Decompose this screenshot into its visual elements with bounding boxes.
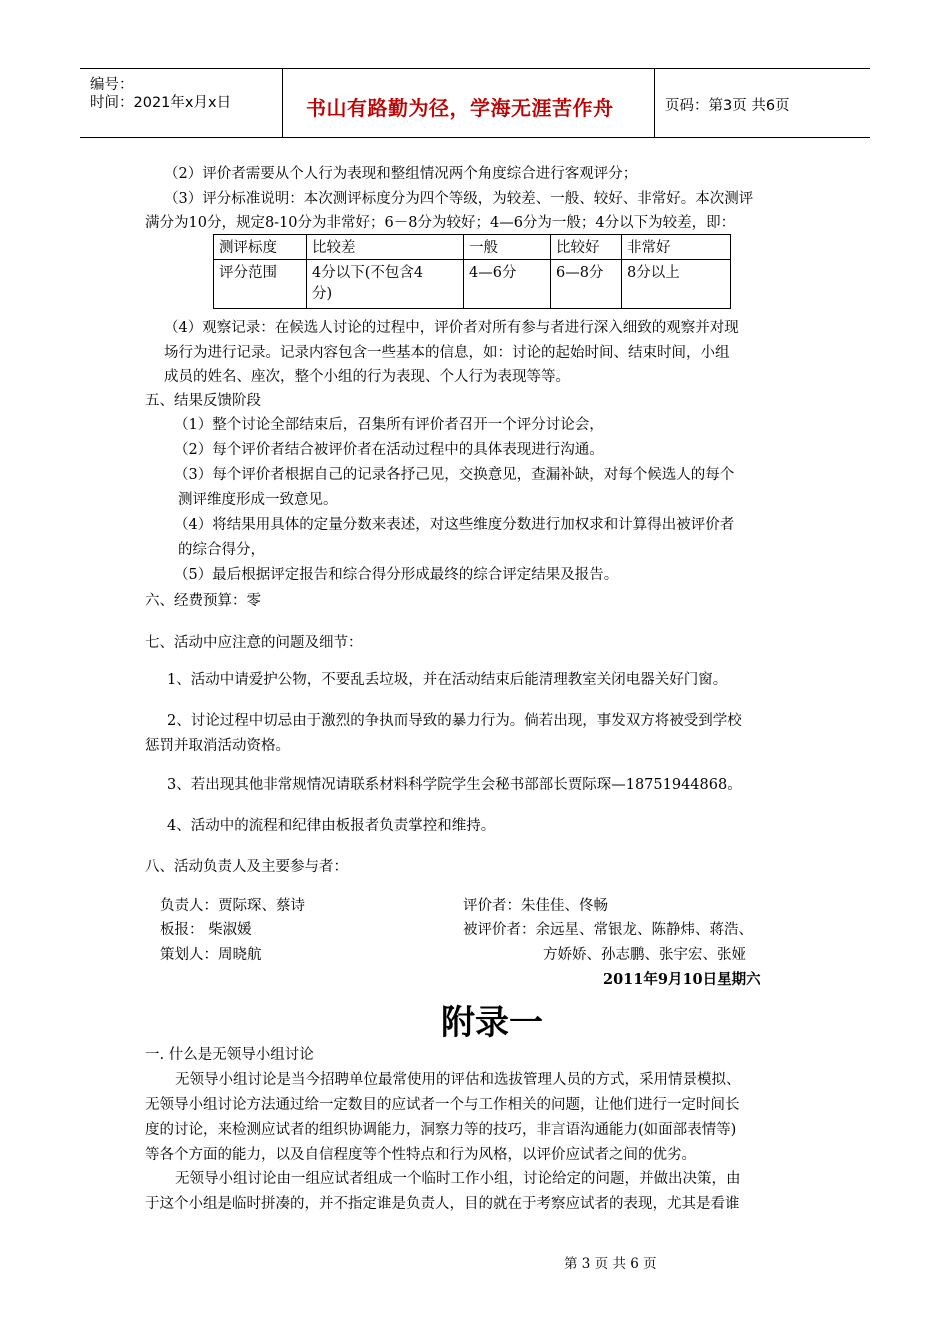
leader-text: 负责人：贾际琛、蔡诗	[160, 898, 305, 914]
table-cell	[307, 260, 464, 309]
evaluators-text: 评价者：朱佳佳、佟畅	[463, 898, 608, 914]
table-row	[214, 260, 731, 309]
paragraph: 度的讨论，来检测应试者的组织协调能力，洞察力等的技巧，非言语沟通能力(如面部表情等)	[145, 1122, 737, 1138]
table-header-cell: 比较差	[307, 235, 464, 260]
table-header-cell: 一般	[464, 235, 551, 260]
header-page-info: 页码：第3页 共6页	[665, 98, 790, 114]
paragraph: 3、若出现其他非常规情况请联系材料科学院学生会秘书部部长贾际琛—18751944868。	[167, 777, 742, 793]
paragraph: （2）每个评价者结合被评价者在活动过程中的具体表现进行沟通。	[174, 442, 604, 458]
header-number-label: 编号：	[90, 77, 134, 93]
header-divider	[654, 69, 655, 137]
page-footer: 第 3 页 共 6 页	[564, 1256, 657, 1272]
paragraph: 1、活动中请爱护公物，不要乱丢垃圾，并在活动结束后能清理教室关闭电器关好门窗。	[167, 672, 728, 688]
paragraph: （3）每个评价者根据自己的记录各抒己见，交换意见，查漏补缺，对每个候选人的每个	[174, 467, 735, 483]
table-header-cell: 非常好	[622, 235, 731, 260]
paragraph: （3）评分标准说明：本次测评标度分为四个等级，为较差、一般、较好、非常好。本次测评	[164, 191, 754, 207]
board-text: 板报： 柴淑媛	[160, 922, 252, 938]
section-heading: 六、经费预算：零	[145, 593, 261, 609]
paragraph: 成员的姓名、座次，整个小组的行为表现、个人行为表现等等。	[164, 369, 570, 385]
section-heading: 一. 什么是无领导小组讨论	[145, 1047, 314, 1063]
table-header-cell: 测评标度	[214, 235, 307, 260]
table-header-cell: 比较好	[551, 235, 622, 260]
header-date: 时间：2021年x月x日	[90, 95, 232, 111]
paragraph: 无领导小组讨论方法通过给一定数目的应试者一个与工作相关的问题，让他们进行一定时间长	[145, 1097, 740, 1113]
paragraph: （4）观察记录：在候选人讨论的过程中，评价者对所有参与者进行深入细致的观察并对现	[164, 320, 739, 336]
section-heading: 八、活动负责人及主要参与者：	[145, 859, 348, 875]
planner-text: 策划人：周晓航	[160, 947, 262, 963]
header-motto: 书山有路勤为径，学海无涯苦作舟	[306, 96, 614, 120]
table-cell-text: 4分以下(不包含4	[312, 265, 424, 281]
paragraph: 无领导小组讨论由一组应试者组成一个临时工作小组，讨论给定的问题，并做出决策，由	[175, 1171, 741, 1187]
paragraph: 2、讨论过程中切忌由于激烈的争执而导致的暴力行为。倘若出现，事发双方将被受到学校	[167, 713, 742, 729]
paragraph: （2）评价者需要从个人行为表现和整组情况两个角度综合进行客观评分；	[164, 166, 638, 182]
evaluated-text: 被评价者：余远星、常银龙、陈静炜、蒋浩、	[463, 922, 753, 938]
paragraph: 无领导小组讨论是当今招聘单位最常使用的评估和选拔管理人员的方式，采用情景模拟、	[175, 1072, 741, 1088]
paragraph: 测评维度形成一致意见。	[178, 492, 338, 508]
section-heading: 五、结果反馈阶段	[145, 393, 261, 409]
appendix-title: 附录一	[441, 1003, 543, 1043]
header-divider	[282, 69, 283, 137]
paragraph: （4）将结果用具体的定量分数来表述，对这些维度分数进行加权求和计算得出被评价者	[174, 517, 735, 533]
page-header	[80, 68, 870, 138]
table-cell-text: 分)	[312, 286, 333, 302]
paragraph: 场行为进行记录。记录内容包含一些基本的信息，如：讨论的起始时间、结束时间，小组	[164, 345, 730, 361]
paragraph: 满分为10分，规定8-10分为非常好；6－8分为较好；4—6分为一般；4分以下为较差，即：	[145, 215, 736, 231]
table-cell: 6—8分	[551, 260, 622, 309]
table-row	[214, 235, 731, 260]
paragraph: 4、活动中的流程和纪律由板报者负责掌控和维持。	[167, 818, 496, 834]
score-table	[213, 234, 731, 309]
table-cell: 8分以上	[622, 260, 731, 309]
paragraph: 的综合得分，	[178, 542, 265, 558]
paragraph: （5）最后根据评定报告和综合得分形成最终的综合评定结果及报告。	[174, 567, 619, 583]
paragraph: （1）整个讨论全部结束后，召集所有评价者召开一个评分讨论会，	[174, 417, 604, 433]
paragraph: 等各个方面的能力，以及自信程度等个性特点和行为风格，以评价应试者之间的优劣。	[145, 1147, 696, 1163]
table-cell: 评分范围	[214, 260, 307, 309]
document-date: 2011年9月10日星期六	[603, 971, 761, 988]
paragraph: 惩罚并取消活动资格。	[145, 738, 290, 754]
table-cell: 4—6分	[464, 260, 551, 309]
paragraph: 于这个小组是临时拼凑的，并不指定谁是负责人，目的就在于考察应试者的表现，尤其是看谁	[145, 1196, 740, 1212]
section-heading: 七、活动中应注意的问题及细节：	[145, 635, 363, 651]
evaluated-text: 方娇娇、孙志鹏、张宇宏、张娅	[543, 947, 746, 963]
